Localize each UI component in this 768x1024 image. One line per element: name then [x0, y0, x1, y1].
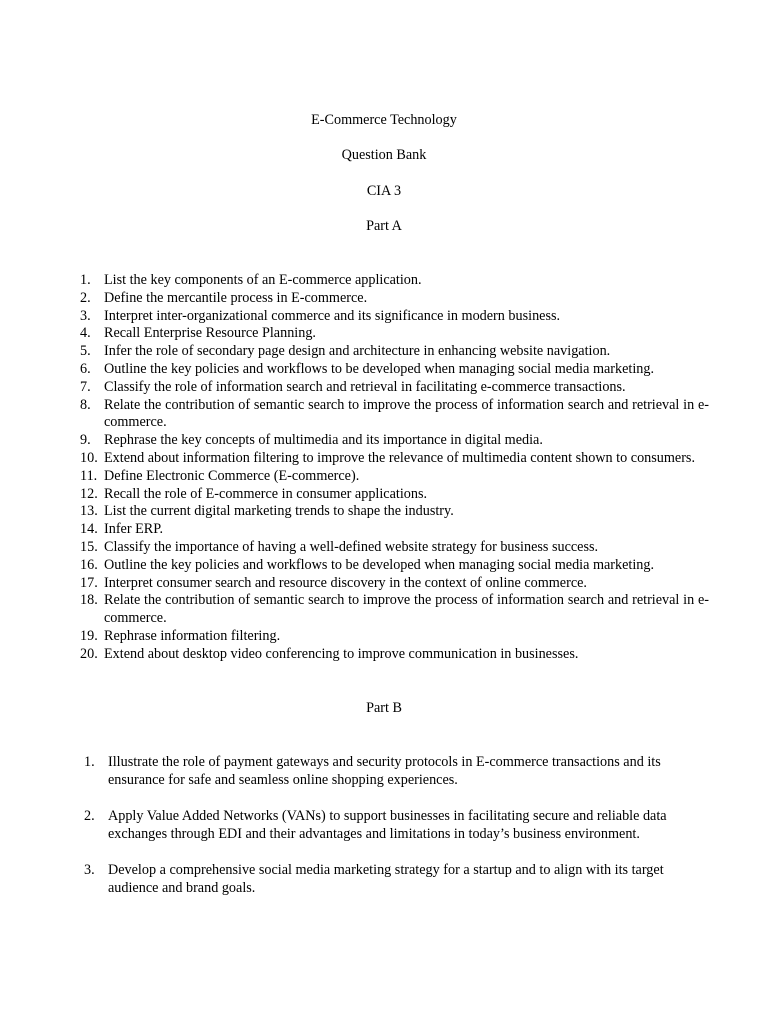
question-item [80, 592, 709, 628]
question-item [80, 468, 709, 486]
question-text: Relate the contribution of semantic search to improve the process of information search and retrieval in e-commerce. [104, 592, 709, 627]
question-number: 14. [80, 521, 98, 538]
question-number: 17. [80, 574, 98, 591]
question-number: 8. [80, 396, 91, 413]
question-text: Extend about information filtering to improve the relevance of multimedia content shown to consumers. [104, 449, 695, 466]
question-item [84, 807, 680, 843]
part-a-heading: Part A [366, 218, 402, 234]
question-number: 19. [80, 627, 98, 644]
question-number: 13. [80, 503, 98, 520]
question-item [80, 272, 709, 290]
question-item [80, 450, 709, 468]
assessment-label: CIA 3 [366, 183, 402, 199]
question-number: 18. [80, 592, 98, 609]
question-number: 7. [80, 378, 91, 395]
question-text: Rephrase the key concepts of multimedia and its importance in digital media. [104, 432, 543, 449]
question-number: 15. [80, 538, 98, 555]
question-text: Recall the role of E-commerce in consumer applications. [104, 485, 428, 502]
question-item [80, 521, 709, 539]
question-item [80, 646, 709, 664]
part-b-question-list [84, 753, 680, 915]
question-number: 3. [84, 862, 95, 878]
question-number: 20. [80, 645, 98, 662]
question-number: 10. [80, 449, 98, 466]
document-title: E-Commerce Technology [311, 112, 457, 128]
question-item [80, 290, 709, 308]
question-text: Infer the role of secondary page design and architecture in enhancing website navigation. [104, 343, 611, 360]
question-text: Interpret inter-organizational commerce and its significance in modern business. [104, 307, 561, 324]
question-text: List the current digital marketing trends to shape the industry. [104, 503, 454, 520]
document-subtitle: Question Bank [341, 147, 427, 163]
question-text: Rephrase information filtering. [104, 627, 281, 644]
question-number: 11. [80, 467, 98, 484]
question-number: 4. [80, 325, 91, 342]
question-item [80, 343, 709, 361]
question-item [80, 503, 709, 521]
question-item [80, 628, 709, 646]
question-text: Define Electronic Commerce (E-commerce). [104, 467, 360, 484]
part-b-heading: Part B [366, 700, 402, 716]
question-text: Outline the key policies and workflows to be developed when managing social media marketing. [104, 360, 655, 377]
question-item [84, 861, 680, 897]
question-text: Define the mercantile process in E-commerce. [104, 289, 368, 306]
question-item [80, 557, 709, 575]
question-text: Illustrate the role of payment gateways and security protocols in E-commerce transactions and its ensurance for safe and seamless online shopping experiences. [108, 754, 661, 788]
question-number: 2. [80, 289, 91, 306]
question-item [80, 379, 709, 397]
question-text: Apply Value Added Networks (VANs) to support businesses in facilitating secure and reliable data exchanges through EDI and their advantages and limitations in today’s business environment. [108, 808, 667, 842]
question-text: Relate the contribution of semantic search to improve the process of information search and retrieval in e-commerce. [104, 396, 709, 431]
question-text: Classify the importance of having a well-defined website strategy for business success. [104, 538, 599, 555]
question-number: 16. [80, 556, 98, 573]
question-number: 5. [80, 343, 91, 360]
question-item [80, 486, 709, 504]
question-number: 3. [80, 307, 91, 324]
question-text: Develop a comprehensive social media marketing strategy for a startup and to align with its target audience and brand goals. [108, 862, 664, 896]
question-text: Interpret consumer search and resource discovery in the context of online commerce. [104, 574, 587, 591]
question-text: Extend about desktop video conferencing to improve communication in businesses. [104, 645, 579, 662]
question-number: 1. [80, 272, 91, 288]
question-item [80, 361, 709, 379]
question-number: 12. [80, 485, 98, 502]
question-number: 1. [84, 754, 95, 770]
question-text: Recall Enterprise Resource Planning. [104, 325, 316, 342]
question-text: List the key components of an E-commerce application. [104, 272, 422, 288]
question-text: Outline the key policies and workflows to be developed when managing social media marketing. [104, 556, 655, 573]
question-number: 9. [80, 432, 91, 449]
question-item [80, 397, 709, 433]
question-text: Infer ERP. [104, 521, 164, 538]
question-text: Classify the role of information search and retrieval in facilitating e-commerce transactions. [104, 378, 626, 395]
question-number: 2. [84, 808, 95, 824]
question-item [84, 753, 680, 789]
question-item [80, 325, 709, 343]
question-item [80, 308, 709, 326]
question-item [80, 432, 709, 450]
question-item [80, 575, 709, 593]
question-item [80, 539, 709, 557]
part-a-question-list [80, 272, 709, 664]
question-number: 6. [80, 360, 91, 377]
